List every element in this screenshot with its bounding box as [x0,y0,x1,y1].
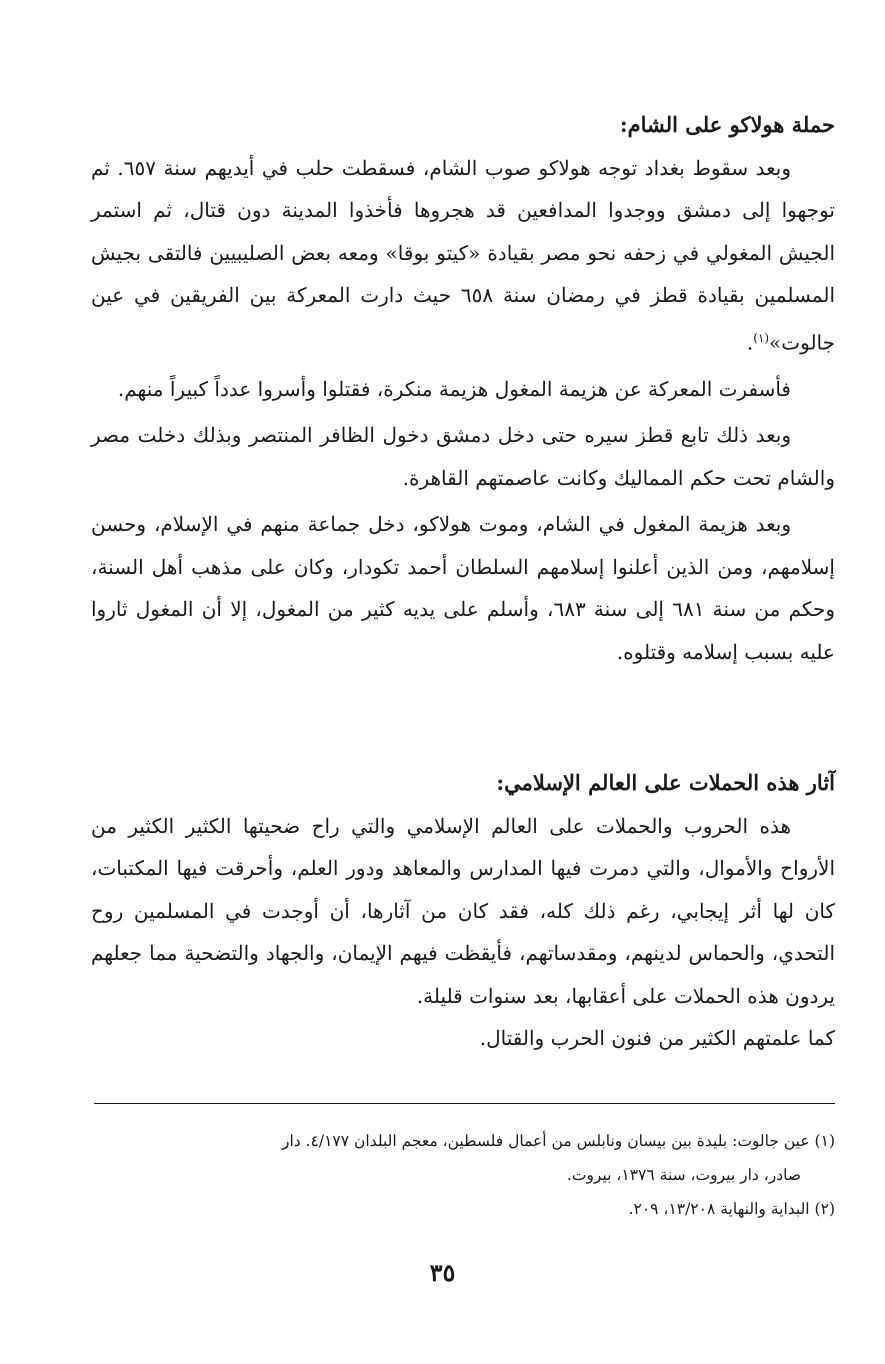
paragraph-end: . [746,330,754,355]
footnote-ref: (١) [753,330,770,345]
footnote-divider [94,1103,835,1104]
footnote-number: (٢) [814,1200,835,1218]
footnote-number: (١) [814,1132,835,1150]
paragraph-text: وبعد سقوط بغداد توجه هولاكو صوب الشام، فسقطت حلب في أيديهم سنة ٦٥٧. ثم توجهوا إلى دمشق ووجدوا المدافعين قد هجروها فأخذوا المدينة دون قتال، ثم استمر الجيش المغولي في زحفه نحو مصر بقيادة «كيتو بوقا» ومعه بعض الصليبيين فالتقى بجيش المسلمين بقيادة قطز في رمضان سنة ٦٥٨ حيث دارت المعركة بين الفريقين في عين جالوت» [91,155,835,355]
paragraph: كما علمتهم الكثير من فنون الحرب والقتال. [479,1026,835,1050]
paragraph [91,147,835,364]
footnotes [91,1124,835,1226]
section-heading: آثار هذه الحملات على العالم الإسلامي: [496,770,835,795]
paragraph: فأسفرت المعركة عن هزيمة المغول هزيمة منكرة، فقتلوا وأسروا عدداً كبيراً منهم. [117,376,791,401]
footnote-continuation: صادر، دار بيروت، سنة ١٣٧٦، بيروت. [566,1166,801,1184]
paragraph: هذه الحروب والحملات على العالم الإسلامي والتي راح ضحيتها الكثير الكثير من الأرواح والأموال، والتي دمرت فيها المدارس والمعاهد ودور العلم، وأحرقت فيها المكتبات، كان لها أثر إيجابي، رغم ذلك كله، فقد كان من آثارها، أن أوجدت في المسلمين روح التحدي، والحماس لدينهم، ومقدساتهم، فأيقظت فيهم الإيمان، والجهاد والتضحية مما جعلهم يردون هذه الحملات على أعقابها، بعد سنوات قليلة. [91,813,836,1008]
section-campaign-effects [91,762,835,1060]
paragraph: وبعد ذلك تابع قطز سيره حتى دخل دمشق دخول الظافر المنتصر وبذلك دخلت مصر والشام تحت حكم المماليك وكانت عاصمتهم القاهرة. [91,423,835,490]
footnote-text: البداية والنهاية ١٣/٢٠٨، ٢٠٩. [628,1200,810,1218]
paragraph: وبعد هزيمة المغول في الشام، وموت هولاكو، دخل جماعة منهم في الإسلام، وحسن إسلامهم، ومن الذين أعلنوا إسلامهم السلطان أحمد تكودار، وكان على مذهب أهل السنة، وحكم من سنة ٦٨١ إلى سنة ٦٨٣، وأسلم على يديه كثير من المغول، إلا أن المغول ثاروا عليه بسبب إسلامه وقتلوه. [91,512,835,664]
footnote-text: عين جالوت: بليدة بين بيسان ونابلس من أعمال فلسطين، معجم البلدان ٤/١٧٧. دار [281,1132,810,1150]
page-number: ٣٥ [429,1258,456,1287]
section-heading: حملة هولاكو على الشام: [619,112,835,137]
section-hulagu-sham [91,104,835,673]
footnote-item [91,1124,835,1158]
footnote-item [91,1192,835,1226]
